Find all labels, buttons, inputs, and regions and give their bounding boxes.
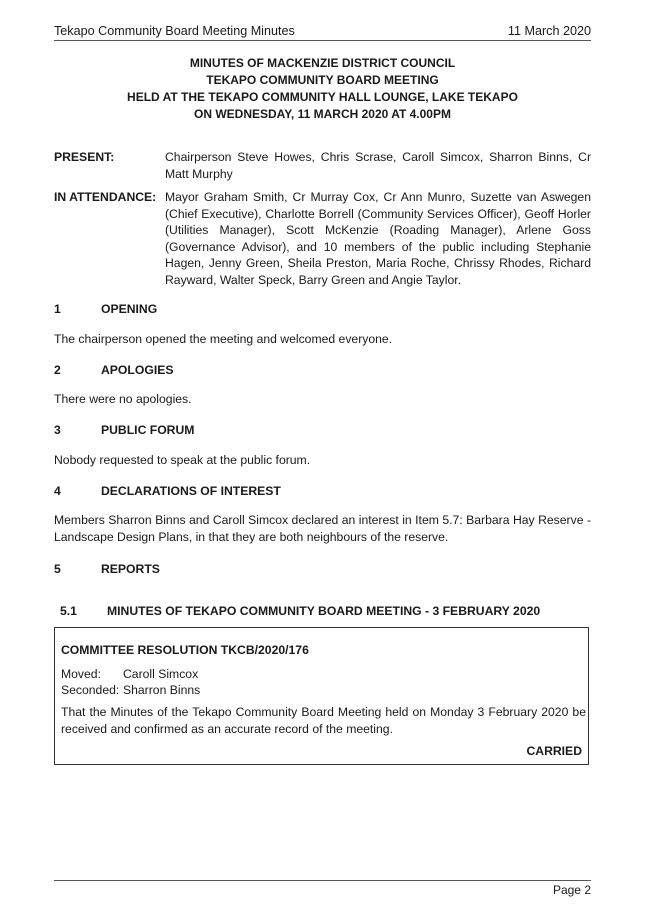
section-heading-apologies [54,362,591,378]
section-title: REPORTS [101,562,160,576]
page-number: Page 2 [552,883,591,897]
title-line: ON WEDNESDAY, 11 MARCH 2020 AT 4.00PM [194,107,451,121]
present-row [54,149,591,182]
page-header [54,24,591,41]
section-body-opening: The chairperson opened the meeting and welcomed everyone. [54,332,393,346]
subsection-number: 5.1 [60,604,77,618]
seconded-value: Sharron Binns [123,683,201,697]
footer-divider [54,880,591,881]
section-title: APOLOGIES [101,363,174,377]
moved-value: Caroll Simcox [123,667,199,681]
resolution-title: COMMITTEE RESOLUTION TKCB/2020/176 [61,643,309,657]
section-number: 2 [54,363,61,377]
title-line: TEKAPO COMMUNITY BOARD MEETING [206,73,439,87]
section-title: PUBLIC FORUM [101,423,195,437]
section-heading-public-forum [54,422,591,438]
section-title: OPENING [101,302,158,316]
in-attendance-text: Mayor Graham Smith, Cr Murray Cox, Cr Ann Munro, Suzette van Aswegen (Chief Executive), Charlotte Borrell (Community Services Officer), Geoff Horler (Utilities Manager), Scott McKenzie (Roading Manager), Arlene Goss (Governance Advisor), and 10 members of the public including Stephanie Hagen, Jenny Green, Sheila Preston, Maria Roche, Chrissy Rhodes, Richard Rayward, Walter Speck, Barry Green and Angie Taylor. [165,190,591,287]
moved-row [61,666,198,682]
title-line: MINUTES OF MACKENZIE DISTRICT COUNCIL [189,56,456,70]
in-attendance-row [54,189,591,288]
title-line: HELD AT THE TEKAPO COMMUNITY HALL LOUNGE, LAKE TEKAPO [127,90,518,104]
section-body-public-forum: Nobody requested to speak at the public forum. [54,453,311,467]
seconded-row [61,682,200,698]
section-heading-reports [54,561,591,577]
subsection-heading [60,603,591,619]
resolution-text: That the Minutes of the Tekapo Community Board Meeting held on Monday 3 February 2020 be received and confirmed as an accurate record of the meeting. [61,705,586,736]
section-number: 3 [54,423,61,437]
in-attendance-label: IN ATTENDANCE: [54,190,157,204]
moved-label: Moved: [61,667,101,681]
subsection-title: MINUTES OF TEKAPO COMMUNITY BOARD MEETING - 3 FEBRUARY 2020 [107,604,541,618]
present-label: PRESENT: [54,150,115,164]
minutes-title [54,55,591,123]
committee-resolution-box [54,627,589,765]
present-text: Chairperson Steve Howes, Chris Scrase, Caroll Simcox, Sharron Binns, Cr Matt Murphy [165,150,591,181]
section-heading-opening [54,301,591,317]
section-number: 1 [54,302,61,316]
header-document-title: Tekapo Community Board Meeting Minutes [54,24,295,38]
section-body-apologies: There were no apologies. [54,392,192,406]
seconded-label: Seconded: [61,683,120,697]
section-number: 5 [54,562,61,576]
section-body-declarations: Members Sharron Binns and Caroll Simcox declared an interest in Item 5.7: Barbara Hay Reserve - Landscape Design Plans, in that they are both neighbours of the reserve. [54,513,591,544]
resolution-status: CARRIED [526,744,582,758]
header-date: 11 March 2020 [507,24,591,38]
section-number: 4 [54,484,61,498]
section-heading-declarations [54,483,591,499]
section-title: DECLARATIONS OF INTEREST [101,484,281,498]
